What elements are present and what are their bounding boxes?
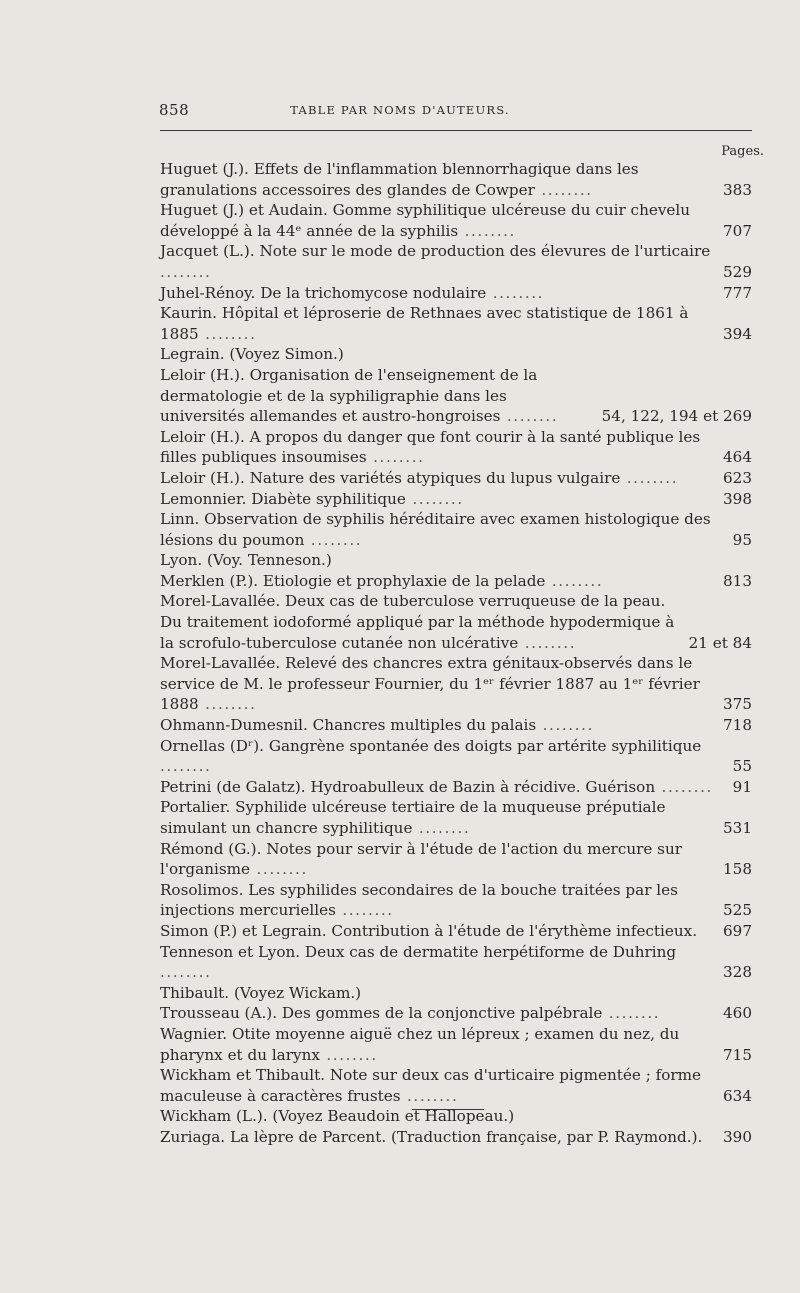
dot-leader: ........ <box>405 489 464 508</box>
entry-pages: 718 <box>723 716 752 735</box>
entry-text: Leloir (H.). Nature des variétés atypiques du lupus vulgaire <box>160 468 621 487</box>
dot-leader: ........ <box>198 324 257 343</box>
entry-text: Zuriaga. La lèpre de Parcent. (Traduction française, par P. Raymond.). <box>160 1127 703 1146</box>
index-entry <box>160 303 752 344</box>
entry-text: Morel-Lavallée. Deux cas de tuberculose verruqueuse de la peau. Du traitement iodoformé appliqué par la méthode hypodermique à la scrofulo-tuberculose cutanée non ulcérative <box>160 592 675 652</box>
entry-pages: 158 <box>723 860 752 879</box>
entry-pages: 623 <box>723 468 752 487</box>
index-entry <box>160 489 752 510</box>
entry-text: Jacquet (L.). Note sur le mode de production des élevures de l'urticaire <box>160 242 711 261</box>
entry-pages: 529 <box>723 262 752 281</box>
dot-leader: ........ <box>500 407 559 426</box>
entry-text: Petrini (de Galatz). Hydroabulleux de Bazin à récidive. Guérison <box>160 777 656 796</box>
entry-text: Merklen (P.). Etiologie et prophylaxie de la pelade <box>160 571 546 590</box>
index-entry <box>160 983 752 1004</box>
index-entry <box>160 571 752 592</box>
entry-text: Legrain. (Voyez Simon.) <box>160 345 344 364</box>
entry-text: Rémond (G.). Notes pour servir à l'étude de l'action du mercure sur l'organisme <box>160 839 683 879</box>
index-entry <box>160 550 752 571</box>
entry-text: Trousseau (A.). Des gommes de la conjonctive palpébrale <box>160 1004 603 1023</box>
entry-pages: 375 <box>723 695 752 714</box>
entry-text: Ornellas (Dʳ). Gangrène spontanée des doigts par artérite syphilitique <box>160 736 702 755</box>
entry-text: Linn. Observation de syphilis héréditaire avec examen histologique des lésions du poumon <box>160 510 711 549</box>
index-entry <box>160 509 752 550</box>
entry-pages: 813 <box>723 571 752 590</box>
index-entry <box>160 1024 752 1065</box>
index-entry <box>160 1003 752 1024</box>
dot-leader: ........ <box>335 901 394 920</box>
index-entry <box>160 283 752 304</box>
entry-text: Ohmann-Dumesnil. Chancres multiples du palais <box>160 716 537 735</box>
index-entry <box>160 921 752 942</box>
entry-text: Huguet (J.). Effets de l'inflammation blennorrhagique dans les granulations accessoires des glandes de Cowper <box>160 160 639 199</box>
index-entry <box>160 736 752 777</box>
entry-text: Rosolimos. Les syphilides secondaires de la bouche traitées par les injections mercurielles <box>160 880 678 920</box>
dot-leader: ........ <box>486 283 545 302</box>
index-entry <box>160 653 752 715</box>
entry-pages: 697 <box>723 921 752 940</box>
dot-leader: ........ <box>250 860 308 879</box>
dot-leader: ........ <box>160 963 212 982</box>
dot-leader: ........ <box>518 633 577 652</box>
index-entry <box>160 241 752 282</box>
entry-pages: 390 <box>723 1127 752 1146</box>
pages-column-label: Pages. <box>721 144 764 159</box>
entry-pages: 531 <box>723 819 752 837</box>
dot-leader: ........ <box>602 1004 661 1023</box>
entry-pages: 95 <box>732 530 752 549</box>
entry-text: Lemonnier. Diabète syphilitique <box>160 489 406 508</box>
index-entry <box>160 468 752 489</box>
page-number: 858 <box>159 101 190 119</box>
entry-text: Morel-Lavallée. Relevé des chancres extra génitaux-observés dans le service de M. le professeur Fournier, du 1ᵉʳ février 1887 au 1ᵉʳ février 1888 <box>160 654 700 714</box>
entry-text: Thibault. (Voyez Wickam.) <box>160 983 362 1002</box>
index-entry <box>160 591 752 653</box>
entry-text: Juhel-Rénoy. De la trichomycose nodulaire <box>160 283 487 302</box>
index-entry <box>160 777 752 798</box>
dot-leader: ........ <box>304 530 363 549</box>
author-index-list <box>160 159 752 1148</box>
header-rule <box>160 130 752 131</box>
entry-pages: 398 <box>723 489 752 508</box>
dot-leader: ........ <box>412 819 471 837</box>
index-entry <box>160 344 752 365</box>
entry-pages: 715 <box>723 1045 752 1064</box>
entry-pages: 383 <box>723 180 752 199</box>
entry-pages: 525 <box>723 901 752 920</box>
entry-text: Simon (P.) et Legrain. Contribution à l'étude de l'érythème infectieux. <box>160 921 698 940</box>
index-entry <box>160 715 752 736</box>
dot-leader: ........ <box>458 221 516 240</box>
entry-pages: 55 <box>732 757 752 776</box>
dot-leader: ........ <box>160 757 212 776</box>
entry-pages: 777 <box>723 283 752 302</box>
entry-pages: 21 et 84 <box>688 633 752 652</box>
entry-pages: 460 <box>723 1004 752 1023</box>
dot-leader: ........ <box>160 262 212 281</box>
index-entry <box>160 797 752 838</box>
dot-leader: ........ <box>545 571 604 590</box>
entry-text: Portalier. Syphilide ulcéreuse tertiaire de la muqueuse préputiale simulant un chancre syphilitique <box>160 798 666 837</box>
running-title: TABLE PAR NOMS D'AUTEURS. <box>290 103 510 117</box>
dot-leader: ........ <box>366 448 425 467</box>
dot-leader: ........ <box>198 695 257 714</box>
entry-text: Wickham (L.). (Voyez Beaudoin et Hallopeau.) <box>160 1107 515 1126</box>
dot-leader: ........ <box>534 180 593 199</box>
entry-text: Leloir (H.). Organisation de l'enseignement de la dermatologie et de la syphiligraphie dans les universités allemandes et austro-hongroises <box>160 365 538 426</box>
dot-leader: ........ <box>400 1086 459 1105</box>
dot-leader: ........ <box>620 468 679 487</box>
entry-text: Wagnier. Otite moyenne aiguë chez un lépreux ; examen du nez, du pharynx et du larynx <box>160 1024 680 1064</box>
footer-rule <box>412 1109 484 1110</box>
entry-pages: 707 <box>723 221 752 240</box>
entry-text: Kaurin. Hôpital et léproserie de Rethnaes avec statistique de 1861 à 1885 <box>160 304 689 343</box>
entry-text: Huguet (J.) et Audain. Gomme syphilitique ulcéreuse du cuir chevelu développé à la 44ᵉ année de la syphilis <box>160 201 691 240</box>
index-entry <box>160 839 752 880</box>
entry-text: Tenneson et Lyon. Deux cas de dermatite herpétiforme de Duhring <box>160 942 677 961</box>
index-entry <box>160 365 752 427</box>
dot-leader: ........ <box>319 1045 378 1064</box>
index-entry <box>160 942 752 983</box>
index-entry <box>160 1127 752 1148</box>
dot-leader: ........ <box>536 716 595 735</box>
entry-pages: 394 <box>723 324 752 343</box>
index-entry <box>160 880 752 921</box>
entry-text: Wickham et Thibault. Note sur deux cas d'urticaire pigmentée ; forme maculeuse à caractères frustes <box>160 1066 702 1105</box>
entry-pages: 634 <box>723 1086 752 1105</box>
entry-pages: 328 <box>723 963 752 982</box>
entry-pages: 91 <box>732 777 752 796</box>
index-entry <box>160 1065 752 1106</box>
entry-pages: 54, 122, 194 et 269 <box>601 407 752 426</box>
entry-text: Leloir (H.). A propos du danger que font courir à la santé publique les filles publiques insoumises <box>160 427 701 467</box>
dot-leader: ........ <box>655 777 713 796</box>
entry-text: Lyon. (Voy. Tenneson.) <box>160 551 332 570</box>
index-entry <box>160 427 752 468</box>
index-entry <box>160 159 752 200</box>
entry-pages: 464 <box>723 448 752 467</box>
index-entry <box>160 200 752 241</box>
